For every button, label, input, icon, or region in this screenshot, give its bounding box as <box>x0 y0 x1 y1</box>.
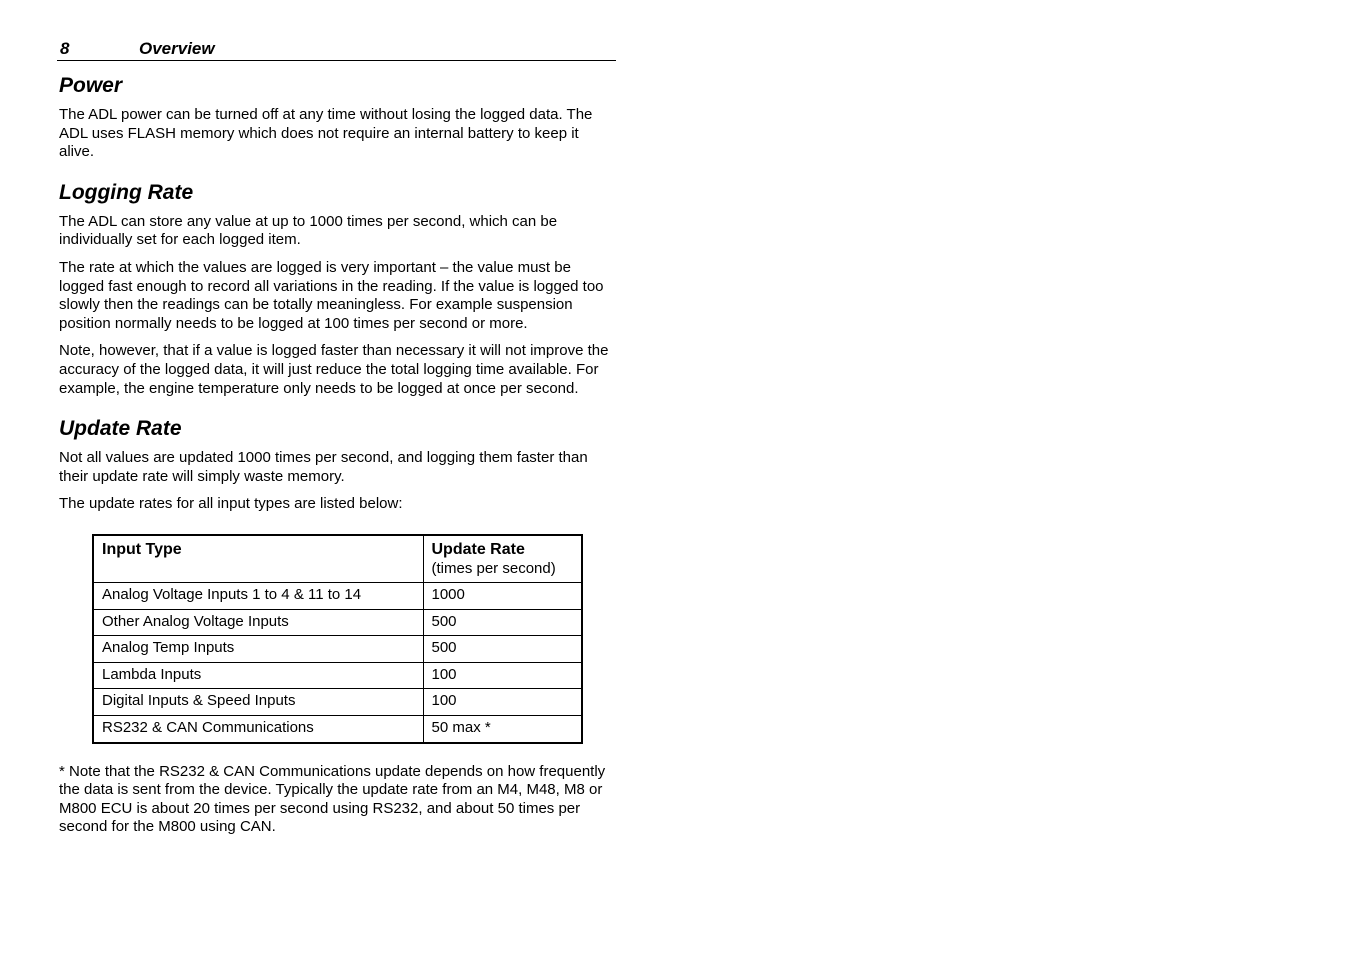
page-number: 8 <box>60 39 70 58</box>
cell-update-rate: 100 <box>423 689 582 716</box>
cell-input-type: Other Analog Voltage Inputs <box>93 609 423 636</box>
section-heading-logging-rate: Logging Rate <box>59 180 194 204</box>
paragraph: Note, however, that if a value is logged faster than necessary it will not improve the accuracy of the logged data, it will just reduce the total logging time available. For example, the engine temperature only needs to be logged at once per second. <box>59 342 609 397</box>
cell-input-type: Analog Voltage Inputs 1 to 4 & 11 to 14 <box>93 583 423 610</box>
cell-update-rate: 1000 <box>423 583 582 610</box>
footnote: * Note that the RS232 & CAN Communications update depends on how frequently the data is sent from the device. Typically the update rate from an M4, M48, M8 or M800 ECU is about 20 times per second using RS232, and about 50 times per second for the M800 using CAN. <box>59 762 606 836</box>
cell-input-type: Analog Temp Inputs <box>93 636 423 663</box>
section-update-rate <box>57 416 616 837</box>
paragraph: The ADL can store any value at up to 1000 times per second, which can be individually set for each logged item. <box>59 212 558 249</box>
table-row <box>93 583 582 610</box>
table-row <box>93 716 582 743</box>
table-header-row <box>93 535 582 583</box>
paragraph: The update rates for all input types are listed below: <box>59 495 403 513</box>
running-header <box>57 36 616 61</box>
cell-update-rate: 500 <box>423 609 582 636</box>
header-title: Overview <box>139 39 215 58</box>
paragraph: The ADL power can be turned off at any time without losing the logged data. The ADL uses FLASH memory which does not require an internal battery to keep it alive. <box>59 106 593 161</box>
paragraph: The rate at which the values are logged is very important – the value must be logged fast enough to record all variations in the reading. If the value is logged too slowly then the readings can be totally meaningless. For example suspension position normally needs to be logged at 100 times per second or more. <box>59 258 604 332</box>
section-logging-rate <box>57 180 616 398</box>
section-heading-update-rate: Update Rate <box>59 417 182 441</box>
table-row <box>93 662 582 689</box>
column-header-update-rate <box>423 535 582 583</box>
column-header-label: Update Rate <box>431 540 525 558</box>
cell-update-rate: 50 max * <box>423 716 582 743</box>
document-page <box>57 36 616 846</box>
cell-update-rate: 100 <box>423 662 582 689</box>
column-header-sublabel: (times per second) <box>431 559 556 577</box>
section-heading-power: Power <box>59 74 123 97</box>
paragraph: Not all values are updated 1000 times per second, and logging them faster than their update rate will simply waste memory. <box>59 449 588 485</box>
section-power <box>57 73 616 162</box>
table-row <box>93 609 582 636</box>
cell-input-type: RS232 & CAN Communications <box>93 716 423 743</box>
column-header-label: Input Type <box>102 540 182 558</box>
cell-input-type: Lambda Inputs <box>93 662 423 689</box>
table-row <box>93 689 582 716</box>
cell-update-rate: 500 <box>423 636 582 663</box>
column-header-input-type <box>93 535 423 583</box>
table-row <box>93 636 582 663</box>
update-rate-table <box>92 534 583 744</box>
cell-input-type: Digital Inputs & Speed Inputs <box>93 689 423 716</box>
